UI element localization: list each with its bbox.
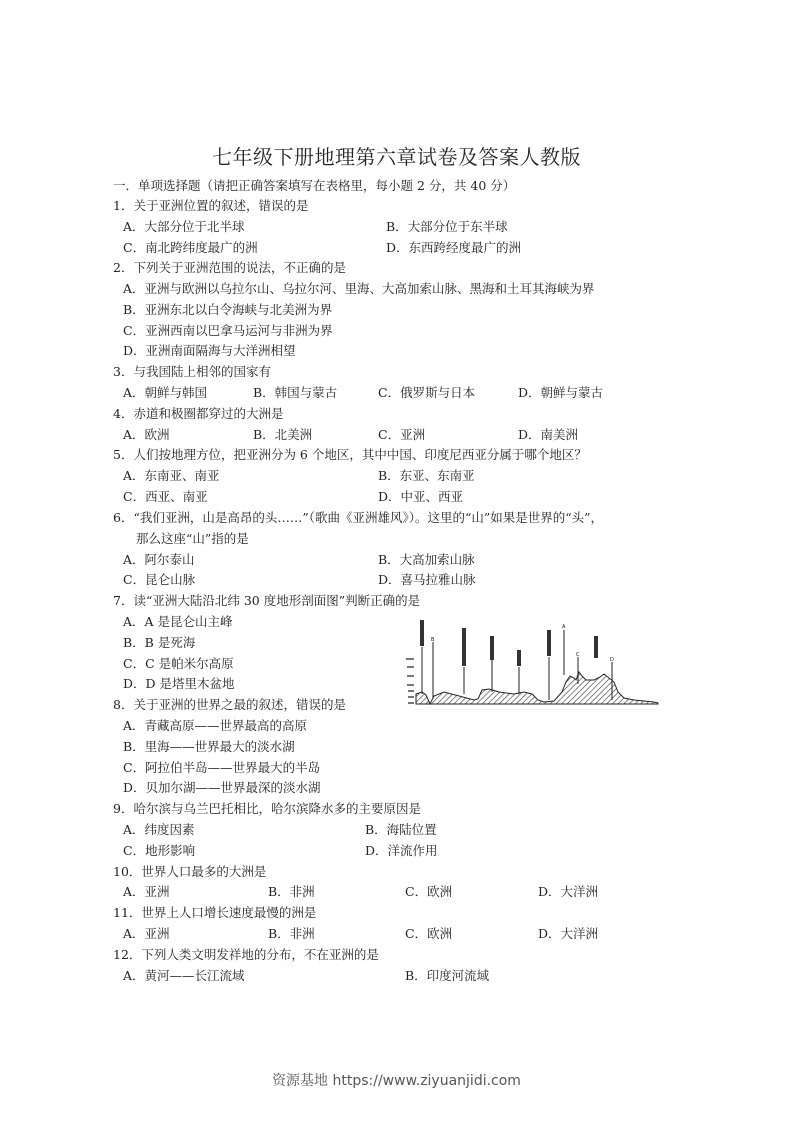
option: A．亚洲 bbox=[123, 926, 170, 941]
option: A．朝鲜与韩国 bbox=[123, 385, 208, 400]
marker-a: A bbox=[562, 624, 566, 630]
option: D．洋流作用 bbox=[365, 843, 438, 858]
option: B．韩国与蒙古 bbox=[253, 385, 338, 400]
option: D．贝加尔湖——世界最深的淡水湖 bbox=[123, 780, 321, 795]
question-stem: 9．哈尔滨与乌兰巴托相比，哈尔滨降水多的主要原因是 bbox=[113, 801, 421, 816]
question-stem: 1．关于亚洲位置的叙述，错误的是 bbox=[113, 198, 309, 213]
option: D．亚洲南面隔海与大洋洲相望 bbox=[123, 343, 296, 358]
option: A．东南亚、南亚 bbox=[123, 468, 220, 483]
section-heading: 一．单项选择题（请把正确答案填写在表格里，每小题 2 分，共 40 分） bbox=[113, 178, 516, 193]
option: C．南北跨纬度最广的洲 bbox=[123, 240, 258, 255]
option: B．印度河流域 bbox=[405, 968, 490, 983]
question-stem: 2．下列关于亚洲范围的说法，不正确的是 bbox=[113, 260, 346, 275]
option: A．欧洲 bbox=[123, 427, 170, 442]
option: D．大洋洲 bbox=[538, 884, 599, 899]
option: B．大高加索山脉 bbox=[378, 552, 475, 567]
option: D．中亚、西亚 bbox=[378, 489, 464, 504]
option: B．B 是死海 bbox=[123, 635, 196, 650]
page-title: 七年级下册地理第六章试卷及答案人教版 bbox=[212, 145, 581, 169]
option: A．纬度因素 bbox=[123, 822, 195, 837]
option: B．大部分位于东半球 bbox=[386, 219, 508, 234]
option: A．阿尔泰山 bbox=[123, 552, 195, 567]
option: A．大部分位于北半球 bbox=[123, 219, 245, 234]
question-stem: 7．读“亚洲大陆沿北纬 30 度地形剖面图”判断正确的是 bbox=[113, 593, 421, 608]
question-stem: 6．“我们亚洲，山是高昂的头……”（歌曲《亚洲雄风》）。这里的“山”如果是世界的“头”， bbox=[113, 510, 604, 525]
option: D．东西跨经度最广的洲 bbox=[386, 240, 522, 255]
option: B．北美洲 bbox=[253, 427, 313, 442]
option: D．朝鲜与蒙古 bbox=[518, 385, 604, 400]
option: D．大洋洲 bbox=[538, 926, 599, 941]
question-stem: 3．与我国陆上相邻的国家有 bbox=[113, 364, 271, 379]
option: C．俄罗斯与日本 bbox=[378, 385, 476, 400]
option: B．亚洲东北以白令海峡与北美洲为界 bbox=[123, 302, 333, 317]
terrain-profile-diagram bbox=[404, 612, 660, 710]
option: B．非洲 bbox=[268, 926, 315, 941]
option: B．非洲 bbox=[268, 884, 315, 899]
option: A．亚洲 bbox=[123, 884, 170, 899]
option: C．地形影响 bbox=[123, 843, 196, 858]
option: D．D 是塔里木盆地 bbox=[123, 676, 235, 691]
option: C．C 是帕米尔高原 bbox=[123, 656, 234, 671]
question-stem: 4．赤道和极圈都穿过的大洲是 bbox=[113, 406, 284, 421]
question-stem: 8．关于亚洲的世界之最的叙述，错误的是 bbox=[113, 697, 346, 712]
option: A．亚洲与欧洲以乌拉尔山、乌拉尔河、里海、大高加索山脉、黑海和土耳其海峡为界 bbox=[123, 281, 595, 296]
option: A．黄河——长江流域 bbox=[123, 968, 245, 983]
question-stem: 10．世界人口最多的大洲是 bbox=[113, 864, 267, 879]
option: D．南美洲 bbox=[518, 427, 579, 442]
marker-d: D bbox=[610, 657, 614, 663]
question-stem: 11．世界上人口增长速度最慢的洲是 bbox=[113, 905, 317, 920]
option: C．亚洲西南以巴拿马运河与非洲为界 bbox=[123, 323, 333, 338]
option: B．东亚、东南亚 bbox=[378, 468, 475, 483]
marker-b: B bbox=[431, 637, 435, 643]
option: A．青藏高原——世界最高的高原 bbox=[123, 718, 308, 733]
option: C．昆仑山脉 bbox=[123, 572, 196, 587]
option: C．欧洲 bbox=[405, 884, 453, 899]
footer-watermark: 资源基地 https://www.ziyuanjidi.com bbox=[272, 1073, 521, 1089]
question-stem: 12．下列人类文明发祥地的分布，不在亚洲的是 bbox=[113, 947, 379, 962]
option: C．欧洲 bbox=[405, 926, 453, 941]
option: B．海陆位置 bbox=[365, 822, 437, 837]
option: C．亚洲 bbox=[378, 427, 426, 442]
option: B．里海——世界最大的淡水湖 bbox=[123, 739, 295, 754]
option: C．阿拉伯半岛——世界最大的半岛 bbox=[123, 760, 321, 775]
question-stem-continued: 那么这座“山”指的是 bbox=[136, 531, 249, 546]
question-stem: 5．人们按地理方位，把亚洲分为 6 个地区，其中中国、印度尼西亚分属于哪个地区？ bbox=[113, 447, 587, 462]
option: C．西亚、南亚 bbox=[123, 489, 208, 504]
marker-c: C bbox=[576, 652, 580, 658]
option: D．喜马拉雅山脉 bbox=[378, 572, 476, 587]
option: A．A 是昆仑山主峰 bbox=[123, 614, 233, 629]
